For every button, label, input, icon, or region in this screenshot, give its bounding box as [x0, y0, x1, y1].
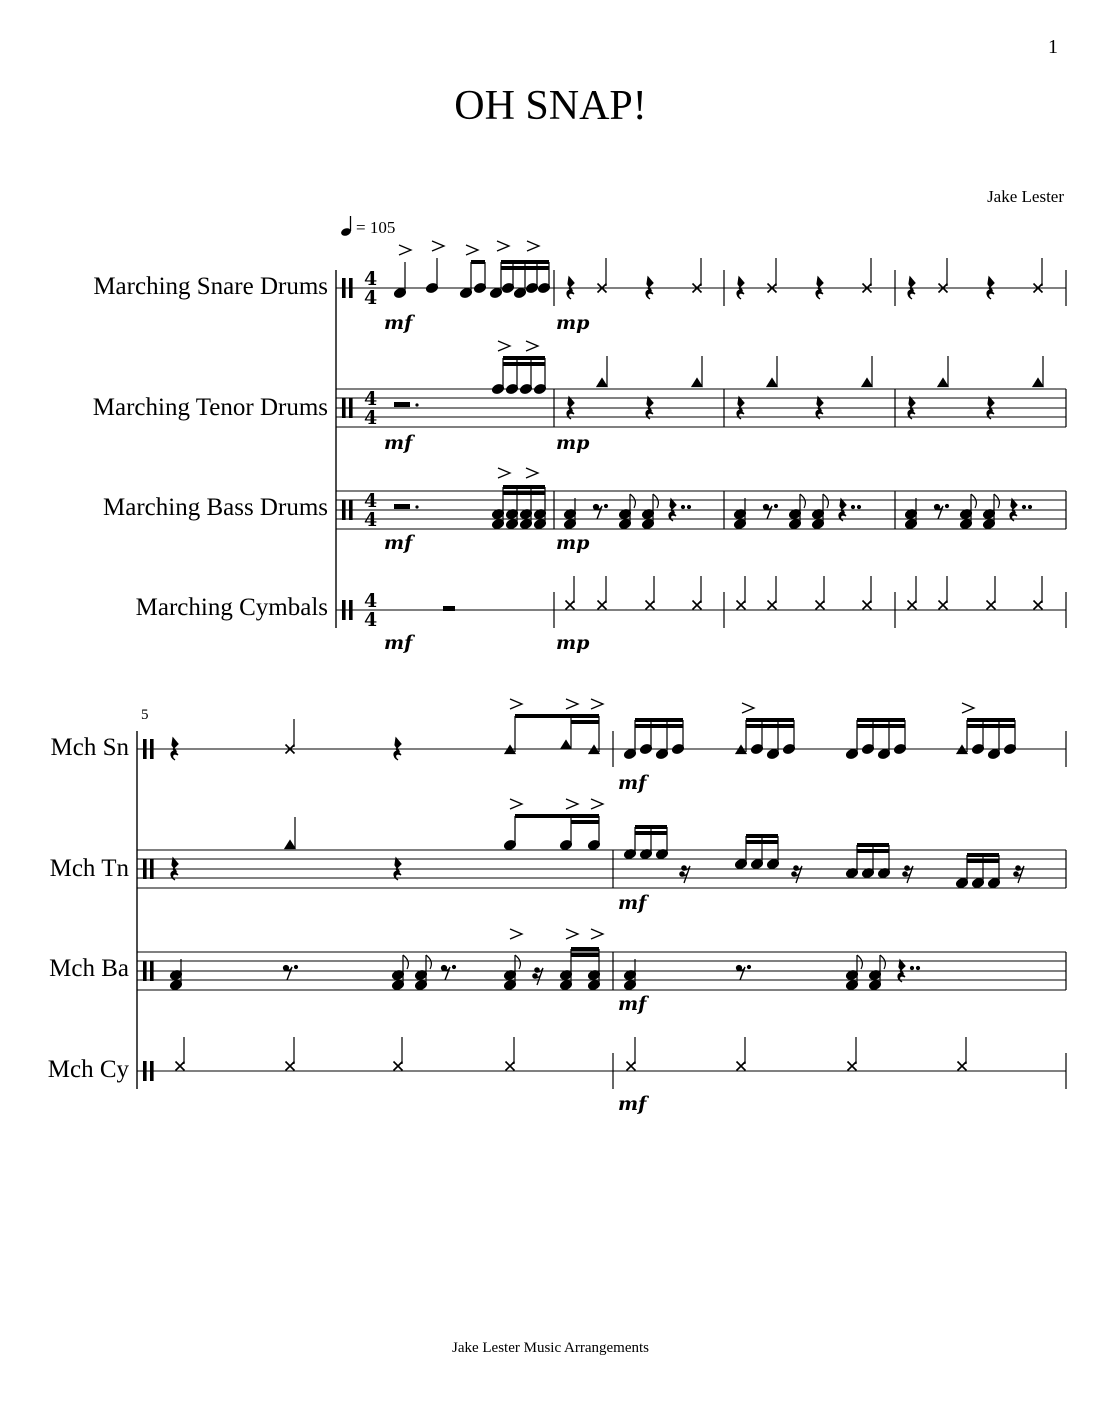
dynamic-marking: mf — [618, 1093, 647, 1115]
dynamic-marking: mp — [556, 312, 590, 334]
instrument-name: Mch Cy — [47, 1056, 129, 1083]
instrument-name: Marching Cymbals — [135, 594, 328, 621]
dynamic-marking: mp — [556, 432, 590, 454]
dynamic-marking: mf — [618, 993, 647, 1015]
svg-text:4: 4 — [364, 388, 378, 410]
svg-text:4: 4 — [364, 509, 378, 531]
dynamic-marking: mp — [556, 532, 590, 554]
dynamic-marking: mf — [384, 312, 413, 334]
system-1 — [336, 241, 1066, 654]
footer-text: Jake Lester Music Arrangements — [451, 1340, 650, 1356]
tempo-value: = 105 — [356, 218, 396, 237]
instrument-name: Mch Sn — [50, 734, 129, 761]
dynamic-marking: mf — [384, 432, 413, 454]
instrument-name: Mch Tn — [49, 855, 129, 882]
instrument-name: Marching Snare Drums — [93, 273, 328, 300]
dynamic-marking: mf — [384, 632, 413, 654]
svg-text:4: 4 — [364, 609, 378, 631]
dynamic-marking: mf — [384, 532, 413, 554]
svg-text:4: 4 — [364, 407, 378, 429]
composer: Jake Lester — [987, 187, 1064, 206]
score-title: OH SNAP! — [454, 83, 647, 129]
dynamic-marking: mf — [618, 772, 647, 794]
dynamic-marking: mp — [556, 632, 590, 654]
system-2 — [137, 699, 1066, 1115]
svg-text:4: 4 — [364, 287, 378, 309]
instrument-name: Marching Tenor Drums — [92, 394, 328, 421]
page-number: 1 — [1048, 36, 1058, 58]
svg-text:4: 4 — [364, 490, 378, 512]
dynamic-marking: mf — [618, 892, 647, 914]
measure-number: 5 — [141, 707, 149, 723]
svg-text:4: 4 — [364, 268, 378, 290]
svg-text:4: 4 — [364, 590, 378, 612]
instrument-name: Marching Bass Drums — [103, 494, 328, 521]
instrument-name: Mch Ba — [49, 955, 129, 982]
